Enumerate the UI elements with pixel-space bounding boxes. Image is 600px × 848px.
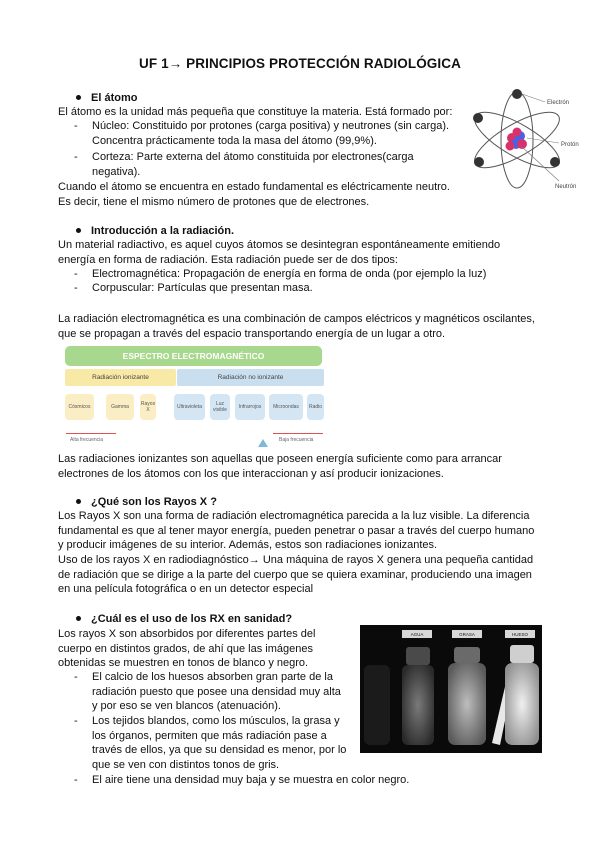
rayosx-para1: Los Rayos X son una forma de radiación electromagnética parecida a la luz visible. La diferencia fundamental es que al tener mayor energía, pueden penetrar o pasar a través del cuerpo humano y producir imágenes de su interior. Además, estos son radiaciones ionizantes. — [58, 510, 535, 551]
spectrum-box: Ultravioleta — [174, 394, 205, 420]
bullet-icon — [76, 228, 81, 233]
xray-bottles-image — [360, 625, 542, 753]
xray-label: HUESO — [511, 632, 529, 637]
section-heading-rayosx: ¿Qué son los Rayos X ? — [76, 495, 217, 510]
spectrum-box: Rayos X — [140, 394, 156, 420]
spectrum-box: Gamma — [106, 394, 134, 420]
spectrum-diagram — [58, 342, 324, 450]
atomo-outro: Cuando el átomo se encuentra en estado fundamental es eléctricamente neutro. Es decir, tiene el mismo número de protones que de electrones. — [58, 181, 450, 208]
electron-icon — [474, 157, 484, 167]
electron-icon — [512, 89, 522, 99]
xray-label: GRASA — [459, 632, 475, 637]
uso-intro: Los rayos X son absorbidos por diferentes partes del cuerpo en distintos grados, de ahí que las imágenes obtenidas se muestren en tonos de blanco y negro. — [58, 628, 316, 669]
nonionizing-label: Radiación no ionizante — [177, 369, 324, 386]
atomo-intro: El átomo es la unidad más pequeña que constituye la materia. Está formado por: — [58, 106, 453, 118]
triangle-up-icon — [257, 438, 269, 448]
left-arrow-label: Alta frecuencia — [70, 437, 104, 443]
bullet-icon — [76, 95, 81, 100]
bullet-icon — [76, 499, 81, 504]
bullet-icon — [76, 616, 81, 621]
spectrum-box: Radio — [307, 394, 324, 420]
ionizantes-para: Las radiaciones ionizantes son aquellas que poseen energía suficiente como para arrancar electrones de los átomos con los que interaccionan y así producir ionizaciones. — [58, 453, 502, 480]
section-heading-uso: ¿Cuál es el uso de los RX en sanidad? — [76, 612, 292, 627]
neutron-label: Neutrón — [555, 184, 577, 190]
electron-icon — [550, 157, 560, 167]
spectrum-box: Infrarrojos — [235, 394, 265, 420]
section-heading-radiacion: Introducción a la radiación. — [76, 224, 234, 239]
section-heading-atomo: El átomo — [76, 91, 137, 106]
electron-icon — [473, 113, 483, 123]
radiacion-em: La radiación electromagnética es una combinación de campos eléctricos y magnéticos oscilantes, que se propagan a través del espacio transportando energía de un lugar a otro. — [58, 313, 535, 340]
spectrum-title: ESPECTRO ELECTROMAGNÉTICO — [65, 346, 322, 366]
page-title: UF 1→ PRINCIPIOS PROTECCIÓN RADIOLÓGICA — [139, 56, 461, 71]
spectrum-box: Cósmicos — [65, 394, 94, 420]
nucleus-icon — [506, 128, 528, 151]
right-arrow-label: Baja frecuencia — [279, 437, 314, 443]
electron-label: Electrón — [547, 100, 570, 106]
ionizing-label: Radiación ionizante — [65, 369, 176, 386]
spectrum-box: Luz visible — [210, 394, 230, 420]
atom-diagram — [467, 88, 587, 194]
proton-label: Protón — [561, 142, 579, 148]
rayosx-para2: Uso de los rayos X en radiodiagnóstico→ Una máquina de rayos X genera una pequeña cantidad de radiación que se dirige a la parte del cuerpo que se quiera examinar, produciendo una imagen en una película fotográfica o en un detector especial — [58, 554, 534, 595]
spectrum-box: Microondas — [269, 394, 303, 420]
radiacion-intro: Un material radiactivo, es aquel cuyos átomos se desintegran espontáneamente emitiendo energía en forma de radiación. Esta radiación puede ser de dos tipos: — [58, 239, 501, 266]
xray-label: AGUA — [410, 632, 424, 637]
